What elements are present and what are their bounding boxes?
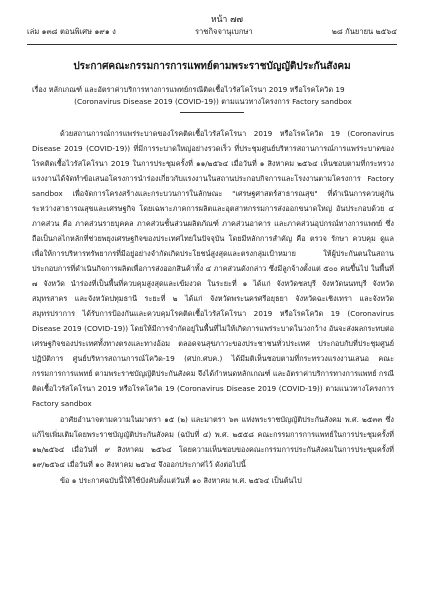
announcement-title: ประกาศคณะกรรมการการแพทย์ตามพระราชบัญญัติประกันสังคม [73,61,351,72]
gazette-header [27,14,397,38]
header-rule [27,44,397,45]
body-paragraph-1: ด้วยสถานการณ์การแพร่ระบาดของโรคติดเชื้อไวรัสโคโรนา 2019 หรือโรคโควิด 19 (Coronavirus Disease 2019 (COVID-19)) ที่มีการระบาดใหญ่อย่างรวดเร็ว ที่ประชุมศูนย์บริหารสถานการณ์การแพร่ระบาดของโรคติดเชื้อไวรัสโคโรนา 2019 ในการประชุมครั้งที่ ๑๑/๒๕๖๔ เมื่อวันที่ ๑ สิงหาคม ๒๕๖๔ เห็นชอบตามที่กระทรวงแรงงานได้จัดทำข้อเสนอโครงการนำร่องเกี่ยวกับแรงงานในสถานประกอบกิจการและโรงงานตามโครงการ Factory sandbox เพื่อจัดการโครงสร้างและกระบวนการในลักษณะ "เศรษฐศาสตร์สาธารณสุข" ที่ดำเนินการควบคู่กันระหว่างสาธารณสุขและเศรษฐกิจ โดยเฉพาะภาคการผลิตและอุตสาหกรรมการส่งออกขนาดใหญ่ อันประกอบด้วย ๔ ภาคส่วน คือ ภาคส่วนรายบุคคล ภาคส่วนชั้นส่วนผลิตภัณฑ์ ภาคส่วนอาคาร และภาคส่วนอุปกรณ์ทางการแพทย์ ซึ่งถือเป็นกลไกหลักที่ช่วยพยุงเศรษฐกิจของประเทศไทยในปัจจุบัน โดยมีหลักการสำคัญ คือ ตรวจ รักษา ควบคุม ดูแล เพื่อให้การบริหารทรัพยากรที่มีอยู่อย่างจำกัดเกิดประโยชน์สูงสุดและตรงกลุ่มเป้าหมาย ให้ผู้ประกันตนในสถานประกอบการที่ดำเนินกิจการผลิตเพื่อการส่งออกสินค้าทั้ง ๔ ภาคส่วนดังกล่าว ซึ่งมีลูกจ้างตั้งแต่ ๕๐๐ คนขึ้นไป ในพื้นที่ ๗ จังหวัด นำร่องที่เป็นพื้นที่ควบคุมสูงสุดและเข้มงวด ในระยะที่ ๑ ได้แก่ จังหวัดชลบุรี จังหวัดนนทบุรี จังหวัดสมุทรสาคร และจังหวัดปทุมธานี ระยะที่ ๒ ได้แก่ จังหวัดพระนครศรีอยุธยา จังหวัดฉะเชิงเทรา และจังหวัดสมุทรปราการ ได้รับการป้องกันและควบคุมโรคติดเชื้อไวรัสโคโรนา 2019 หรือโรคโควิด 19 (Coronavirus Disease 2019 (COVID-19)) โดยให้มีการจำกัดอยู่ในพื้นที่ไม่ให้เกิดการแพร่ระบาดในวงกว้าง อันจะส่งผลกระทบต่อเศรษฐกิจของประเทศทั้งทางตรงและทางอ้อม ตลอดจนสุขภาวะของประชาชนทั่วประเทศ ประกอบกับที่ประชุมศูนย์ปฏิบัติการ ศูนย์บริหารสถานการณ์โควิด-19 (ศปก.ศบค.) ได้มีมติเห็นชอบตามที่กระทรวงแรงงานเสนอ คณะกรรมการการแพทย์ ตามพระราชบัญญัติประกันสังคม จึงได้กำหนดหลักเกณฑ์ และอัตราค่าบริการทางการแพทย์ กรณีติดเชื้อไวรัสโคโรนา 2019 หรือโรคโควิด 19 (Coronavirus Disease 2019 (COVID-19)) ตามแนวทางโครงการ Factory sandbox [32,129,395,408]
gazette-info-row [27,26,397,38]
subject-block [32,84,394,108]
subject-line-2: (Coronavirus Disease 2019 (COVID-19)) ตามแนวทางโครงการ Factory sandbox [74,97,352,106]
body-paragraph-2: อาศัยอำนาจตามความในมาตรา ๑๕ (๒) และมาตรา ๖๓ แห่งพระราชบัญญัติประกันสังคม พ.ศ. ๒๕๓๓ ซึ่งแก้ไขเพิ่มเติมโดยพระราชบัญญัติประกันสังคม (ฉบับที่ ๔) พ.ศ. ๒๕๕๘ คณะกรรมการการแพทย์ในการประชุมครั้งที่ ๑๒/๒๕๖๔ เมื่อวันที่ ๙ สิงหาคม ๒๕๖๔ โดยความเห็นชอบของคณะกรรมการประกันสังคมในการประชุมครั้งที่ ๑๙/๒๕๖๔ เมื่อวันที่ ๑๐ สิงหาคม ๒๕๖๔ จึงออกประกาศไว้ ดังต่อไปนี้ [32,415,394,469]
gazette-date: ๒๘ กันยายน ๒๕๖๔ [331,27,397,36]
subject-line-1: เรื่อง หลักเกณฑ์ และอัตราค่าบริการทางการแพทย์กรณีติดเชื้อไวรัสโคโรนา 2019 หรือโรคโควิด 19 [32,85,345,94]
clause-1: ข้อ ๑ ประกาศฉบับนี้ให้ใช้บังคับตั้งแต่วันที่ ๑๐ สิงหาคม พ.ศ. ๒๕๖๔ เป็นต้นไป [60,476,302,485]
gazette-name: ราชกิจจานุเบกษา [194,27,253,36]
volume-info: เล่ม ๑๓๘ ตอนพิเศษ ๑๙๑ ง [27,27,116,36]
title-divider [180,112,244,113]
page-number: หน้า ๗๗ [210,15,244,25]
document-body [32,126,394,489]
